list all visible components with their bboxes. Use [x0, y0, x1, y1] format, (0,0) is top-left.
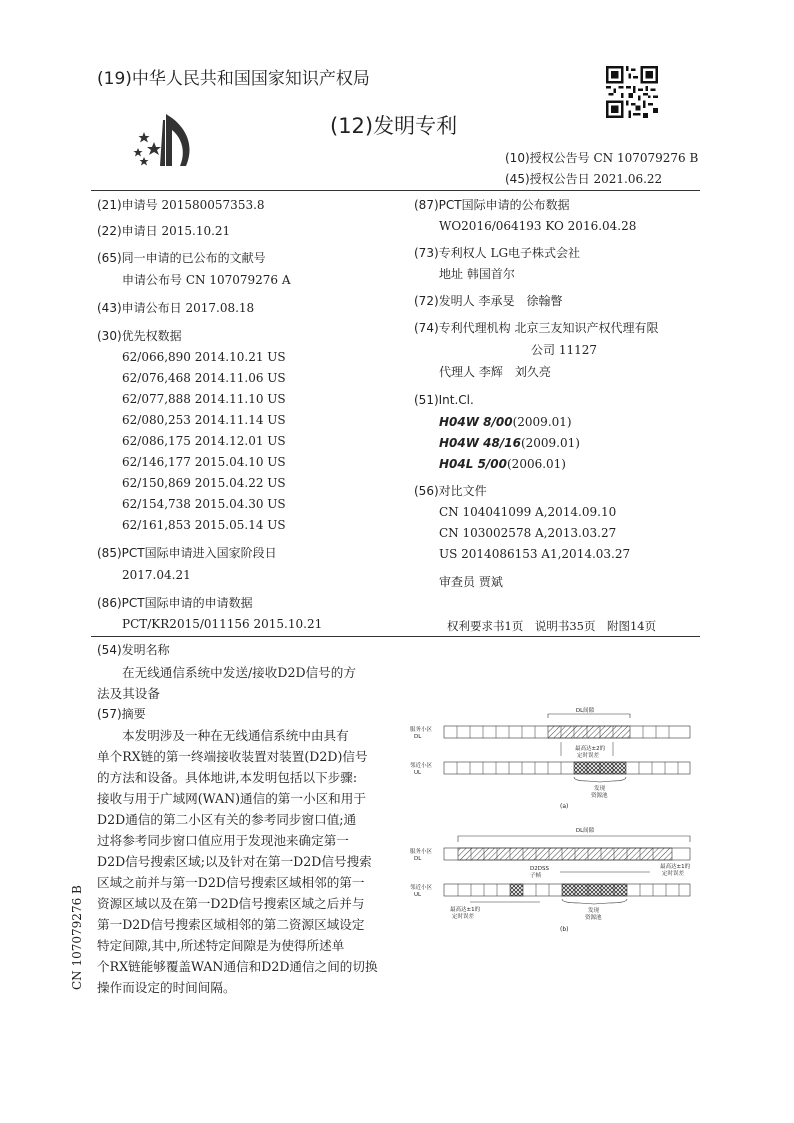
grant-date — [505, 169, 662, 190]
references-heading: (56)对比文件 — [414, 484, 487, 498]
qr-code — [606, 66, 658, 118]
intcl-version: (2006.01) — [507, 457, 566, 471]
abstract-heading: (57)摘要 — [97, 707, 146, 721]
abstract-line: 本发明涉及一种在无线通信系统中由具有 — [122, 728, 349, 743]
office-name: (19)中华人民共和国国家知识产权局 — [97, 69, 370, 89]
agents-label: 代理人 — [439, 365, 476, 379]
app-date-label: (22)申请日 — [97, 224, 158, 238]
pct-publication-value: WO2016/064193 KO 2016.04.28 — [439, 219, 637, 233]
abstract-line: 接收与用于广域网(WAN)通信的第一小区和用于 — [97, 791, 366, 806]
priority-item: 62/077,888 2014.11.10 US — [122, 392, 286, 406]
fig-b-pool-sub: 资源池 — [585, 915, 602, 921]
priority-item: 62/150,869 2015.04.22 US — [122, 476, 286, 490]
abstract-line: 第一D2D信号搜索区域相邻的第二资源区域设定 — [97, 917, 365, 932]
pct-application-value: PCT/KR2015/011156 2015.10.21 — [122, 617, 323, 631]
national-phase-date: 2017.04.21 — [122, 568, 191, 582]
abstract-line: 个RX链能够覆盖WAN通信和D2D通信之间的切换 — [97, 959, 378, 974]
intcl-code: H04W 48/16 — [439, 436, 521, 450]
address-label: 地址 — [439, 267, 464, 281]
priority-item: 62/086,175 2014.12.01 US — [122, 434, 286, 448]
intcl-heading: (51)Int.Cl. — [414, 393, 474, 407]
fig-a-neighbor-label: 邻近小区 — [410, 763, 433, 769]
document-kind: (12)发明专利 — [330, 114, 458, 138]
abstract-line: 区域之前并与第一D2D信号搜索区域相邻的第一 — [97, 875, 365, 890]
agents — [439, 362, 551, 383]
fig-b-gap-label: DL间隙 — [575, 828, 595, 834]
priority-item: 62/161,853 2015.05.14 US — [122, 518, 286, 532]
fig-a-gap-label: DL间隙 — [575, 708, 595, 714]
national-phase-heading: (85)PCT国际申请进入国家阶段日 — [97, 546, 277, 560]
fig-b-timing-left: 最高达±1的 — [450, 907, 481, 913]
examiner-value: 贾斌 — [478, 575, 503, 589]
intcl-item — [439, 454, 566, 475]
intcl-code: H04W 8/00 — [439, 415, 513, 429]
fig-a-neighbor-sub: UL — [414, 770, 422, 776]
intcl-item — [439, 433, 580, 454]
page-counts: 权利要求书1页 说明书35页 附图14页 — [447, 619, 657, 633]
cnipa-logo — [130, 108, 200, 172]
prior-publication-value: CN 107079276 A — [185, 273, 291, 287]
fig-b-d2dss-label: D2DSS — [530, 866, 549, 872]
address — [439, 264, 515, 285]
app-date — [97, 221, 230, 242]
agency — [414, 318, 658, 339]
invention-title-cont: 法及其设备 — [97, 686, 160, 701]
abstract-line: 过将参考同步窗口值应用于发现池来确定第一 — [97, 833, 349, 848]
fig-a-timing-sub: 定时误差 — [577, 753, 600, 759]
inventors-value: 李承旻 徐翰瞥 — [478, 294, 563, 308]
examiner-label: 审查员 — [439, 575, 476, 589]
pct-application-heading: (86)PCT国际申请的申请数据 — [97, 596, 253, 610]
abstract-line: 操作而设定的时间间隔。 — [97, 980, 236, 995]
fig-b-serving-sub: DL — [414, 856, 422, 862]
fig-a-serving-sub: DL — [414, 734, 422, 740]
intcl-version: (2009.01) — [520, 436, 580, 450]
figure-b — [410, 826, 691, 933]
priority-item: 62/076,468 2014.11.06 US — [122, 371, 286, 385]
fig-b-d2dss-sub: 子帧 — [530, 873, 542, 879]
grant-date-label: (45)授权公告日 — [505, 172, 590, 186]
header-rule — [91, 190, 700, 191]
fig-a-pool-sub: 资源池 — [591, 793, 608, 799]
references-list — [439, 502, 630, 565]
pct-publication-heading: (87)PCT国际申请的公布数据 — [414, 198, 570, 212]
fig-a-pool-label: 发现 — [594, 786, 606, 792]
side-patent-number-text: CN 107079276 B — [70, 885, 84, 990]
fig-b-caption: (b) — [560, 926, 569, 933]
grant-number-label: (10)授权公告号 — [505, 151, 590, 165]
prior-publication — [122, 270, 291, 291]
examiner — [439, 572, 503, 593]
priority-item: 62/146,177 2015.04.10 US — [122, 455, 286, 469]
abstract-line: D2D信号搜索区域;以及针对在第一D2D信号搜索 — [97, 854, 372, 869]
abstract-line: 单个RX链的第一终端接收装置对装置(D2D)信号 — [97, 749, 368, 764]
publication-date — [97, 298, 254, 319]
fig-b-neighbor-sub: UL — [414, 892, 422, 898]
reference-item: CN 103002578 A,2013.03.27 — [439, 526, 617, 540]
agents-value: 李辉 刘久亮 — [478, 365, 551, 379]
prior-publication-label: 申请公布号 — [122, 273, 183, 287]
abstract-line: 特定间隙,其中,所述特定间隙是为使得所述单 — [97, 938, 345, 953]
priority-item: 62/066,890 2014.10.21 US — [122, 350, 286, 364]
intcl-code: H04L 5/00 — [439, 457, 507, 471]
priority-item: 62/080,253 2014.11.14 US — [122, 413, 286, 427]
app-date-value: 2015.10.21 — [161, 224, 231, 238]
abstract-figure — [410, 706, 700, 936]
grant-number — [505, 148, 698, 169]
publication-date-value: 2017.08.18 — [185, 301, 255, 315]
agency-value: 北京三友知识产权代理有限 — [514, 321, 659, 335]
fig-b-timing-right-sub: 定时误差 — [662, 871, 685, 877]
side-patent-number — [70, 880, 94, 990]
priority-item: 62/154,738 2015.04.30 US — [122, 497, 286, 511]
grant-date-value: 2021.06.22 — [593, 172, 663, 186]
app-number-label: (21)申请号 — [97, 198, 158, 212]
abstract-line: 的方法和设备。具体地讲,本发明包括以下步骤: — [97, 770, 358, 785]
publication-date-label: (43)申请公布日 — [97, 301, 182, 315]
reference-item: US 2014086153 A1,2014.03.27 — [439, 547, 631, 561]
intcl-version: (2009.01) — [512, 415, 572, 429]
inventors-label: (72)发明人 — [414, 294, 475, 308]
fig-a-serving-label: 服务小区 — [410, 727, 433, 733]
patentee-label: (73)专利权人 — [414, 246, 487, 260]
invention-title: 在无线通信系统中发送/接收D2D信号的方 — [122, 665, 356, 680]
inventors — [414, 291, 562, 312]
prior-publication-heading: (65)同一申请的已公布的文献号 — [97, 251, 266, 265]
patentee-value: LG电子株式会社 — [490, 246, 581, 260]
fig-b-timing-left-sub: 定时误差 — [452, 914, 475, 920]
fig-a-timing-label: 最高达±2的 — [575, 746, 606, 752]
section-rule — [91, 636, 700, 637]
fig-a-caption: (a) — [560, 803, 569, 810]
figure-a — [410, 706, 690, 810]
grant-number-value: CN 107079276 B — [593, 151, 699, 165]
fig-b-pool-label: 发现 — [588, 908, 600, 914]
abstract-line: 资源区域以及在第一D2D信号搜索区域之后并与 — [97, 896, 365, 911]
priority-heading: (30)优先权数据 — [97, 329, 182, 343]
abstract-line: D2D通信的第二小区有关的参考同步窗口值;通 — [97, 812, 357, 827]
title-heading: (54)发明名称 — [97, 643, 170, 657]
agency-value-cont: 公司 11127 — [531, 343, 597, 357]
reference-item: CN 104041099 A,2014.09.10 — [439, 505, 617, 519]
address-value: 韩国首尔 — [466, 267, 515, 281]
abstract-body — [97, 725, 387, 998]
app-number-value: 201580057353.8 — [161, 198, 265, 212]
app-number — [97, 195, 265, 216]
fig-b-timing-right: 最高达±1的 — [660, 864, 691, 870]
fig-b-neighbor-label: 邻近小区 — [410, 885, 433, 891]
patentee — [414, 243, 580, 264]
priority-list — [122, 347, 286, 536]
agency-label: (74)专利代理机构 — [414, 321, 511, 335]
intcl-item — [439, 412, 572, 433]
fig-b-serving-label: 服务小区 — [410, 849, 433, 855]
